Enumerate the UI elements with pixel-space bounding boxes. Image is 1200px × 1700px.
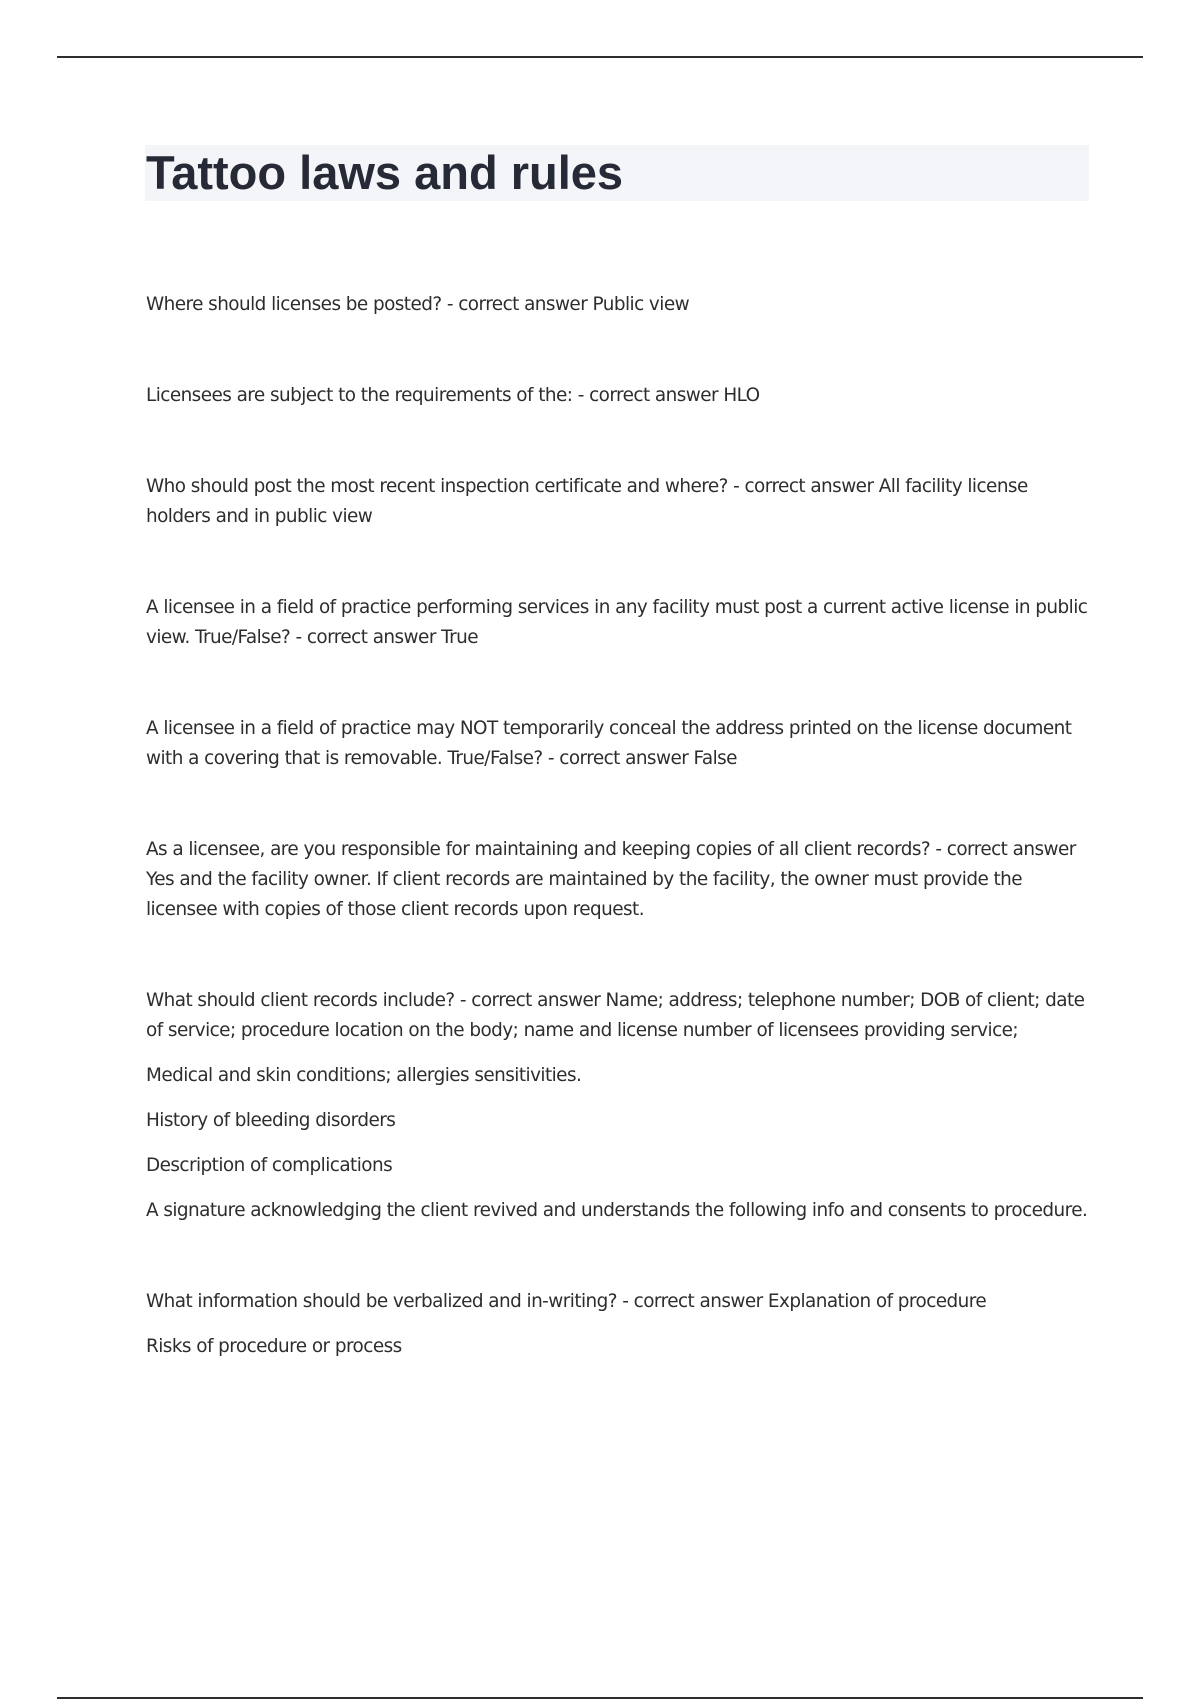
- qa-item: [146, 835, 1090, 925]
- qa-item: [146, 472, 1090, 532]
- qa-text: Licensees are subject to the requirements of the: - correct answer HLO: [146, 385, 760, 406]
- qa-text: As a licensee, are you responsible for maintaining and keeping copies of all client records? - correct answer Yes and the facility owner. If client records are maintained by the facility, the owner must provide the licensee with copies of those client records upon request.: [146, 839, 1076, 920]
- qa-text: Who should post the most recent inspection certificate and where? - correct answer All facility license holders and in public view: [146, 476, 1028, 527]
- qa-item: [146, 986, 1090, 1226]
- qa-item: [146, 381, 1090, 411]
- qa-continuation: Risks of procedure or process: [146, 1336, 402, 1357]
- qa-continuation: Description of complications: [146, 1155, 393, 1176]
- qa-continuation: A signature acknowledging the client revived and understands the following info and consents to procedure.: [146, 1200, 1088, 1221]
- qa-item: [146, 714, 1090, 774]
- qa-text: A licensee in a field of practice may NOT temporarily conceal the address printed on the license document with a covering that is removable. True/False? - correct answer False: [146, 718, 1072, 769]
- document-body: [146, 290, 1090, 1362]
- qa-item: [146, 593, 1090, 653]
- qa-item: [146, 290, 1090, 320]
- qa-text: A licensee in a field of practice performing services in any facility must post a current active license in public view. True/False? - correct answer True: [146, 597, 1088, 648]
- top-rule: [57, 56, 1143, 58]
- qa-text: What should client records include? - correct answer Name; address; telephone number; DOB of client; date of service; procedure location on the body; name and license number of licensees providing service;: [146, 990, 1085, 1041]
- qa-continuation: Medical and skin conditions; allergies sensitivities.: [146, 1065, 582, 1086]
- qa-continuation: History of bleeding disorders: [146, 1110, 396, 1131]
- bottom-rule: [57, 1697, 1143, 1699]
- page-title: Tattoo laws and rules: [146, 146, 624, 199]
- qa-text: What information should be verbalized and in-writing? - correct answer Explanation of procedure: [146, 1291, 987, 1312]
- qa-item: [146, 1287, 1090, 1362]
- qa-text: Where should licenses be posted? - correct answer Public view: [146, 294, 690, 315]
